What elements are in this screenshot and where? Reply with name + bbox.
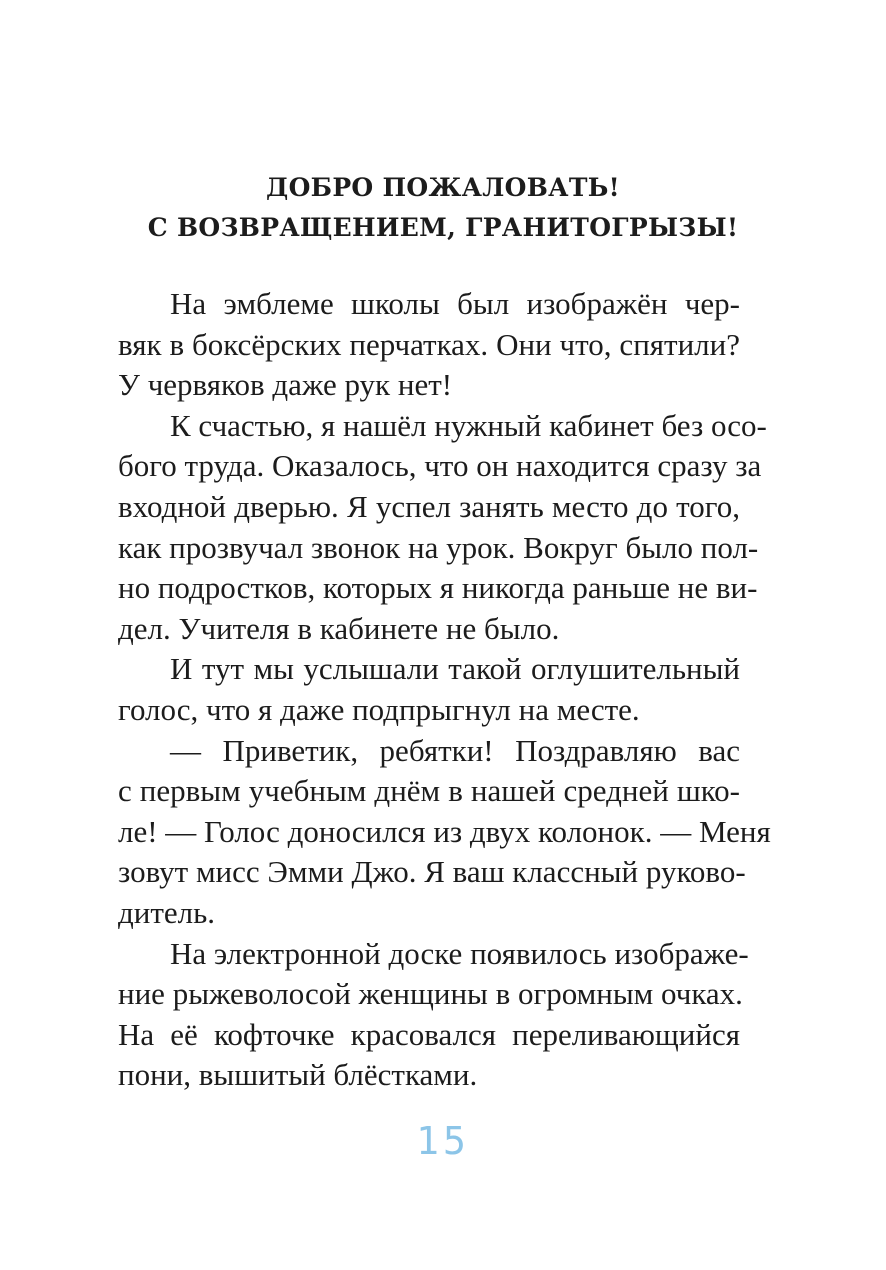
paragraph-1 (118, 284, 740, 406)
text-line: К счастью, я нашёл нужный кабинет без осо- (170, 407, 767, 443)
body-text (118, 284, 771, 1096)
text-line: На электронной доске появилось изображе- (170, 935, 749, 971)
text-line: У червяков даже рук нет! (118, 367, 453, 403)
text-line: дитель. (118, 894, 216, 930)
text-line: — Приветик, ребятки! Поздравляю вас (170, 732, 740, 768)
page-number: 15 (416, 1119, 470, 1163)
text-line: И тут мы услышали такой оглушительный (170, 651, 740, 687)
chapter-heading (118, 168, 768, 248)
text-line: На эмблеме школы был изображён чер- (170, 286, 740, 321)
text-line: как прозвучал звонок на урок. Вокруг было пол- (118, 529, 759, 565)
text-line: входной дверью. Я успел занять место до того, (118, 488, 740, 524)
paragraph-5 (118, 934, 749, 1096)
chapter-heading-line-2: С ВОЗВРАЩЕНИЕМ, ГРАНИТОГРЫЗЫ! (147, 213, 739, 242)
text-line: ние рыжеволосой женщины в огромным очках. (118, 976, 743, 1012)
text-line: вяк в боксёрских перчатках. Они что, спятили? (118, 326, 740, 362)
text-line: голос, что я даже подпрыгнул на месте. (118, 691, 640, 727)
text-line: На её кофточке красовался переливающийся (118, 1016, 740, 1052)
text-line: пони, вышитый блёстками. (118, 1057, 478, 1093)
text-line: дел. Учителя в кабинете не было. (118, 610, 560, 646)
paragraph-2 (118, 406, 767, 650)
text-line: зовут мисс Эмми Джо. Я ваш классный руково- (118, 854, 746, 890)
text-line: бого труда. Оказалось, что он находится сразу за (118, 448, 762, 484)
paragraph-3 (118, 649, 740, 730)
paragraph-4 (118, 731, 771, 934)
text-line: ле! — Голос доносился из двух колонок. — Меня (118, 813, 771, 849)
text-line: но подростков, которых я никогда раньше не ви- (118, 570, 758, 606)
chapter-heading-line-1: ДОБРО ПОЖАЛОВАТЬ! (266, 173, 620, 202)
text-line: с первым учебным днём в нашей средней шко- (118, 773, 740, 809)
